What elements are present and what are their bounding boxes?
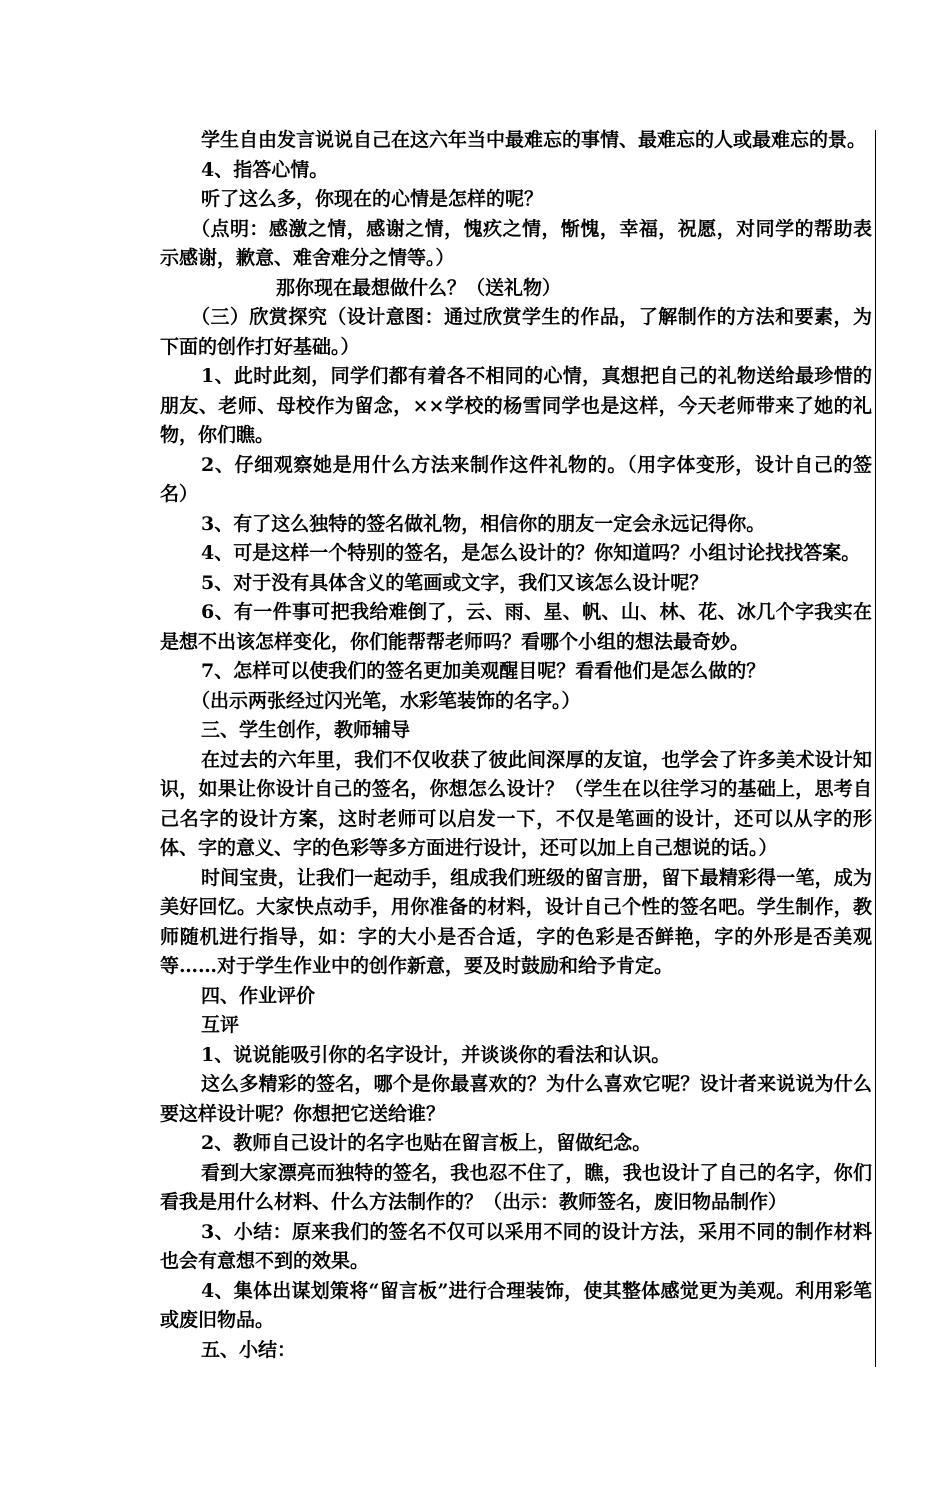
paragraph-item-2: 2、仔细观察她是用什么方法来制作这件礼物的。（用字体变形，设计自己的签名） <box>160 453 872 505</box>
paragraph-favorite-signature: 这么多精彩的签名，哪个是你最喜欢的？为什么喜欢它呢？设计者来说说为什么要这样设计呢？你想把它送给谁？ <box>160 1073 872 1125</box>
paragraph-item-6: 6、有一件事可把我给难倒了，云、雨、星、帆、山、林、花、冰几个字我实在是想不出该怎样变化，你们能帮帮老师吗？看哪个小组的想法最奇妙。 <box>160 601 872 653</box>
section-three-appreciation: （三）欣赏探究（设计意图：通过欣赏学生的作品，了解制作的方法和要素，为下面的创作打好基础。） <box>160 306 872 358</box>
paragraph-item-3: 3、有了这么独特的签名做礼物，相信你的朋友一定会永远记得你。 <box>201 512 766 535</box>
paragraph-point-out-feelings: （点明：感激之情，感谢之情，愧疚之情，惭愧，幸福，祝愿，对同学的帮助表示感谢，歉意、难舍难分之情等。） <box>160 217 872 269</box>
paragraph-review-item-4: 4、集体出谋划策将“留言板”进行合理装饰，使其整体感觉更为美观。利用彩笔或废旧物品。 <box>160 1279 872 1331</box>
table-right-border <box>875 130 876 1367</box>
paragraph-review-item-2: 2、教师自己设计的名字也贴在留言板上，留做纪念。 <box>201 1132 652 1154</box>
paragraph-question-mood: 听了这么多，你现在的心情是怎样的呢？ <box>201 188 544 210</box>
heading-section-four: 四、作业评价 <box>201 984 316 1007</box>
paragraph-memories: 学生自由发言说说自己在这六年当中最难忘的事情、最难忘的人或最难忘的景。 <box>201 129 867 151</box>
paragraph-item-1: 1、此时此刻，同学们都有着各不相同的心情，真想把自己的礼物送给最珍惜的朋友、老师、母校作为留念，××学校的杨雪同学也是这样，今天老师带来了她的礼物，你们瞧。 <box>160 365 872 446</box>
paragraph-review-item-3: 3、小结：原来我们的签名不仅可以采用不同的设计方法，采用不同的制作材料也会有意想不到的效果。 <box>160 1220 872 1272</box>
paragraph-step-4-mood: 4、指答心情。 <box>201 158 329 181</box>
paragraph-send-gift: 那你现在最想做什么？（送礼物） <box>276 276 562 299</box>
paragraph-peer-review: 互评 <box>201 1014 240 1036</box>
paragraph-item-4: 4、可是这样一个特别的签名，是怎么设计的？你知道吗？小组讨论找找答案。 <box>201 542 861 564</box>
paragraph-creation-activity: 时间宝贵，让我们一起动手，组成我们班级的留言册，留下最精彩得一笔，成为美好回忆。大家快点动手，用你准备的材料，设计自己个性的签名吧。学生制作，教师随机进行指导，如：字的大小是否合适，字的色彩是否鲜艳，字的外形是否美观等……对于学生作业中的创作新意，要及时鼓励和给予肯定。 <box>160 866 872 977</box>
paragraph-item-5: 5、对于没有具体含义的笔画或文字，我们又该怎么设计呢？ <box>201 571 709 594</box>
paragraph-item-7: 7、怎样可以使我们的签名更加美观醒目呢？看看他们是怎么做的？ <box>201 660 766 682</box>
paragraph-teacher-signature: 看到大家漂亮而独特的签名，我也忍不住了，瞧，我也设计了自己的名字，你们看我是用什么材料、什么方法制作的？（出示：教师签名，废旧物品制作） <box>160 1161 872 1213</box>
paragraph-creation-intro: 在过去的六年里，我们不仅收获了彼此间深厚的友谊，也学会了许多美术设计知识，如果让你设计自己的签名，你想怎么设计？（学生在以往学习的基础上，思考自己名字的设计方案，这时老师可以启发一下，不仅是笔画的设计，还可以从字的形体、字的意义、字的色彩等多方面进行设计，还可以加上自己想说的话。） <box>160 748 872 859</box>
lesson-plan-body <box>160 126 872 1365</box>
paragraph-show-names: （出示两张经过闪光笔，水彩笔装饰的名字。） <box>191 689 581 712</box>
heading-section-five: 五、小结： <box>201 1338 297 1361</box>
heading-section-three: 三、学生创作，教师辅导 <box>201 719 411 741</box>
paragraph-review-item-1: 1、说说能吸引你的名字设计，并谈谈你的看法和认识。 <box>201 1043 671 1066</box>
